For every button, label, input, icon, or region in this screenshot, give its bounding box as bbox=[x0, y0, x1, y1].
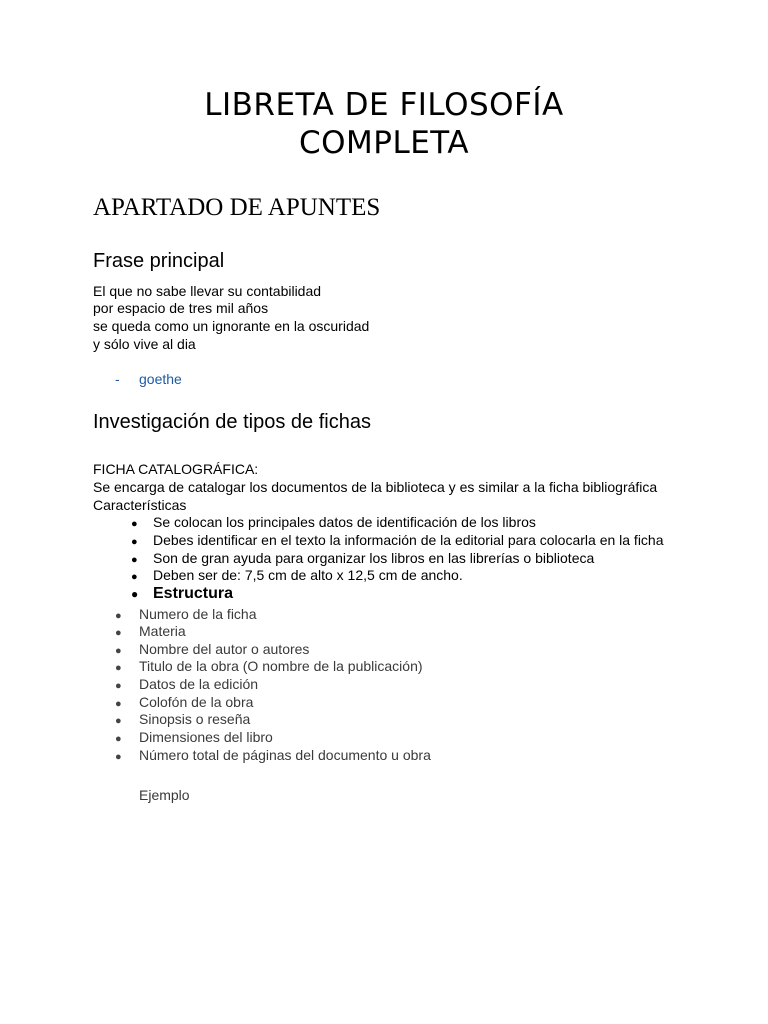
bullet-icon: ● bbox=[131, 518, 138, 530]
document-title-line2: COMPLETA bbox=[298, 125, 470, 161]
bullet-icon: ● bbox=[115, 733, 122, 745]
list-item-text: Colofón de la obra bbox=[139, 694, 254, 710]
list-item-text: Datos de la edición bbox=[139, 676, 259, 692]
document-title-line1: LIBRETA DE FILOSOFÍA bbox=[204, 87, 564, 123]
list-item-text: Titulo de la obra (O nombre de la publicación) bbox=[139, 658, 423, 674]
bullet-icon: ● bbox=[115, 698, 122, 710]
bullet-icon: ● bbox=[115, 715, 122, 727]
ficha-label: FICHA CATALOGRÁFICA: bbox=[93, 461, 259, 477]
list-item-text: Nombre del autor o autores bbox=[139, 641, 310, 657]
section-heading: APARTADO DE APUNTES bbox=[93, 194, 381, 221]
list-item bbox=[115, 710, 250, 730]
list-item bbox=[131, 531, 664, 551]
quote-line: por espacio de tres mil años bbox=[93, 300, 269, 316]
ficha-description: Se encarga de catalogar los documentos de la biblioteca y es similar a la ficha bibliográfica bbox=[93, 479, 658, 495]
bullet-icon: ● bbox=[115, 751, 122, 763]
list-item-text: Debes identificar en el texto la información de la editorial para colocarla en la ficha bbox=[153, 532, 664, 548]
list-item bbox=[131, 513, 536, 533]
characteristics-label: Características bbox=[93, 497, 187, 513]
quote-heading: Frase principal bbox=[93, 250, 225, 272]
quote-line: y sólo vive al dia bbox=[93, 336, 196, 352]
quote-author bbox=[115, 370, 182, 388]
list-item-text: Se colocan los principales datos de identificación de los libros bbox=[153, 514, 536, 530]
bullet-icon: ● bbox=[131, 587, 139, 601]
list-item bbox=[115, 746, 431, 766]
bullet-icon: ● bbox=[131, 554, 138, 566]
list-item bbox=[115, 622, 186, 642]
list-item-text: Numero de la ficha bbox=[139, 606, 257, 622]
list-item-text: Número total de páginas del documento u obra bbox=[139, 747, 431, 763]
bullet-icon: ● bbox=[115, 680, 122, 692]
list-item-text: Dimensiones del libro bbox=[139, 729, 273, 745]
example-label: Ejemplo bbox=[139, 787, 190, 803]
structure-heading bbox=[131, 584, 233, 604]
list-item bbox=[115, 657, 423, 677]
bullet-icon: ● bbox=[131, 536, 138, 548]
bullet-icon: ● bbox=[131, 571, 138, 583]
bullet-icon: ● bbox=[115, 662, 122, 674]
list-item bbox=[115, 728, 273, 748]
research-heading: Investigación de tipos de fichas bbox=[93, 411, 371, 433]
author-name: goethe bbox=[139, 371, 182, 387]
bullet-icon: ● bbox=[115, 645, 122, 657]
bullet-icon: ● bbox=[115, 627, 122, 639]
bullet-icon: ● bbox=[115, 610, 122, 622]
list-item-text: Son de gran ayuda para organizar los libros en las librerías o biblioteca bbox=[153, 550, 595, 566]
list-item bbox=[115, 675, 258, 695]
list-item-text: Deben ser de: 7,5 cm de alto x 12,5 cm de ancho. bbox=[153, 567, 463, 583]
dash-bullet: - bbox=[115, 371, 120, 387]
structure-heading-text: Estructura bbox=[153, 585, 234, 602]
list-item-text: Materia bbox=[139, 623, 186, 639]
list-item bbox=[131, 566, 463, 586]
list-item-text: Sinopsis o reseña bbox=[139, 711, 251, 727]
quote-line: se queda como un ignorante en la oscuridad bbox=[93, 318, 370, 334]
quote-line: El que no sabe llevar su contabilidad bbox=[93, 283, 322, 299]
